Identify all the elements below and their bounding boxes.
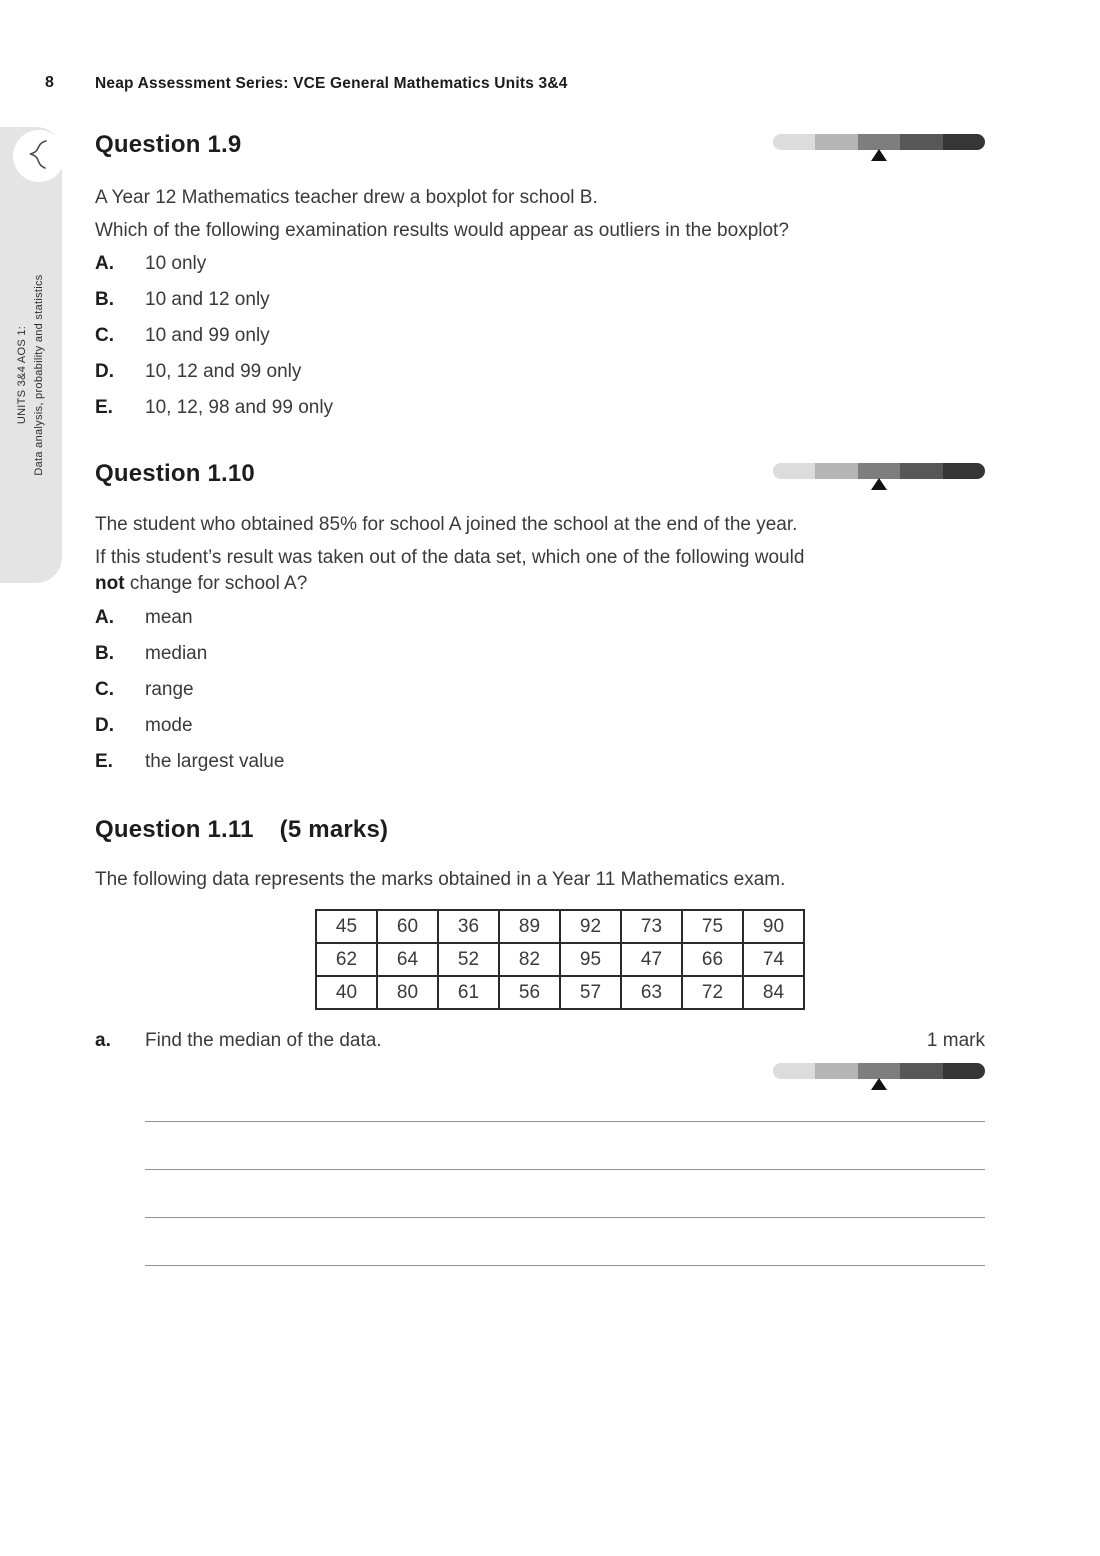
question-1-11-title-group [95,816,388,844]
option-text: mode [145,715,193,736]
table-cell: 40 [316,976,377,1009]
difficulty-track [773,134,985,150]
emphasis-word: not [95,573,125,594]
option-letter: D. [95,715,114,736]
option-letter: E. [95,397,113,418]
option-letter: B. [95,643,114,664]
table-cell: 84 [743,976,804,1009]
table-cell: 47 [621,943,682,976]
question-1-10-body-line1: The student who obtained 85% for school A joined the school at the end of the year. [95,514,798,535]
chapter-side-label-line1: UNITS 3&4 AOS 1: [16,325,28,425]
difficulty-segment-2 [815,134,857,150]
option-row [95,643,985,665]
table-cell: 61 [438,976,499,1009]
option-text: the largest value [145,751,285,772]
question-1-10-header [95,460,985,488]
option-row [95,679,985,701]
page-content [95,110,985,1266]
difficulty-segment-1 [773,134,815,150]
table-cell: 52 [438,943,499,976]
question-1-9-header [95,131,985,159]
option-letter: C. [95,679,114,700]
difficulty-track [773,463,985,479]
table-cell: 82 [499,943,560,976]
option-text: range [145,679,194,700]
difficulty-segment-4 [900,463,942,479]
question-1-10-title: Question 1.10 [95,460,255,487]
table-cell: 57 [560,976,621,1009]
question-1-9-title: Question 1.9 [95,131,242,158]
table-cell: 62 [316,943,377,976]
table-cell: 89 [499,910,560,943]
difficulty-segment-1 [773,1063,815,1079]
table-cell: 80 [377,976,438,1009]
option-text: 10 only [145,253,207,274]
table-cell: 64 [377,943,438,976]
question-1-9-body-line2: Which of the following examination results would appear as outliers in the boxplot? [95,220,789,241]
option-row [95,325,985,347]
table-row [316,976,804,1009]
table-cell: 56 [499,976,560,1009]
difficulty-segment-5 [943,134,985,150]
table-cell: 95 [560,943,621,976]
table-row [316,943,804,976]
option-letter: D. [95,361,114,382]
difficulty-segment-2 [815,463,857,479]
question-1-10-body-line3 [95,571,985,597]
table-cell: 66 [682,943,743,976]
difficulty-marker-icon [871,1078,887,1090]
difficulty-marker-icon [871,478,887,490]
difficulty-segment-4 [900,1063,942,1079]
question-1-11-marks: (5 marks) [279,816,389,843]
part-text: Find the median of the data. [145,1030,382,1051]
chapter-side-label-line2: Data analysis, probability and statistics [33,274,45,476]
table-cell: 92 [560,910,621,943]
wave-chevron-icon [13,128,65,185]
question-1-10-body-line3-rest: change for school A? [124,573,308,594]
question-1-11-title: Question 1.11 [95,816,254,843]
table-cell: 90 [743,910,804,943]
answer-line [145,1121,985,1122]
option-text: 10 and 99 only [145,325,270,346]
table-cell: 74 [743,943,804,976]
option-row [95,289,985,311]
question-1-11-intro: The following data represents the marks obtained in a Year 11 Mathematics exam. [95,869,786,890]
difficulty-segment-5 [943,463,985,479]
difficulty-track [773,1063,985,1079]
table-cell: 60 [377,910,438,943]
chapter-side-label [14,274,48,475]
option-row [95,751,985,773]
difficulty-marker-icon [871,149,887,161]
option-letter: C. [95,325,114,346]
header-title: Neap Assessment Series: VCE General Mathematics Units 3&4 [95,75,568,92]
question-1-9-body-line1: A Year 12 Mathematics teacher drew a boxplot for school B. [95,187,598,208]
option-row [95,397,985,419]
chapter-icon-badge [13,130,65,182]
difficulty-segment-3 [858,1063,900,1079]
difficulty-segment-2 [815,1063,857,1079]
option-letter: B. [95,289,114,310]
option-row [95,361,985,383]
difficulty-segment-3 [858,463,900,479]
option-letter: A. [95,253,114,274]
part-label: a. [95,1030,111,1051]
table-cell: 45 [316,910,377,943]
option-text: mean [145,607,193,628]
table-cell: 63 [621,976,682,1009]
option-text: median [145,643,208,664]
option-row [95,715,985,737]
answer-line [145,1169,985,1170]
difficulty-bar-q1-11a [773,1063,985,1079]
answer-line [145,1265,985,1266]
difficulty-segment-1 [773,463,815,479]
chapter-side-tab [0,127,62,583]
option-row [95,253,985,275]
answer-line [145,1217,985,1218]
marks-data-table [315,909,805,1010]
table-cell: 36 [438,910,499,943]
question-1-11-part-a [95,1028,985,1054]
table-cell: 73 [621,910,682,943]
part-marks: 1 mark [926,1030,985,1051]
table-row [316,910,804,943]
difficulty-bar-q1-9 [773,134,985,150]
option-row [95,607,985,629]
table-cell: 72 [682,976,743,1009]
option-letter: E. [95,751,113,772]
difficulty-segment-3 [858,134,900,150]
difficulty-segment-5 [943,1063,985,1079]
page-number: 8 [45,74,54,91]
question-1-11-header [95,816,985,844]
difficulty-bar-row [95,1060,985,1079]
difficulty-bar-q1-10 [773,463,985,479]
table-cell: 75 [682,910,743,943]
option-letter: A. [95,607,114,628]
difficulty-segment-4 [900,134,942,150]
option-text: 10 and 12 only [145,289,270,310]
option-text: 10, 12, 98 and 99 only [145,397,334,418]
option-text: 10, 12 and 99 only [145,361,302,382]
question-1-10-body-line2: If this student’s result was taken out of the data set, which one of the following would [95,547,805,568]
